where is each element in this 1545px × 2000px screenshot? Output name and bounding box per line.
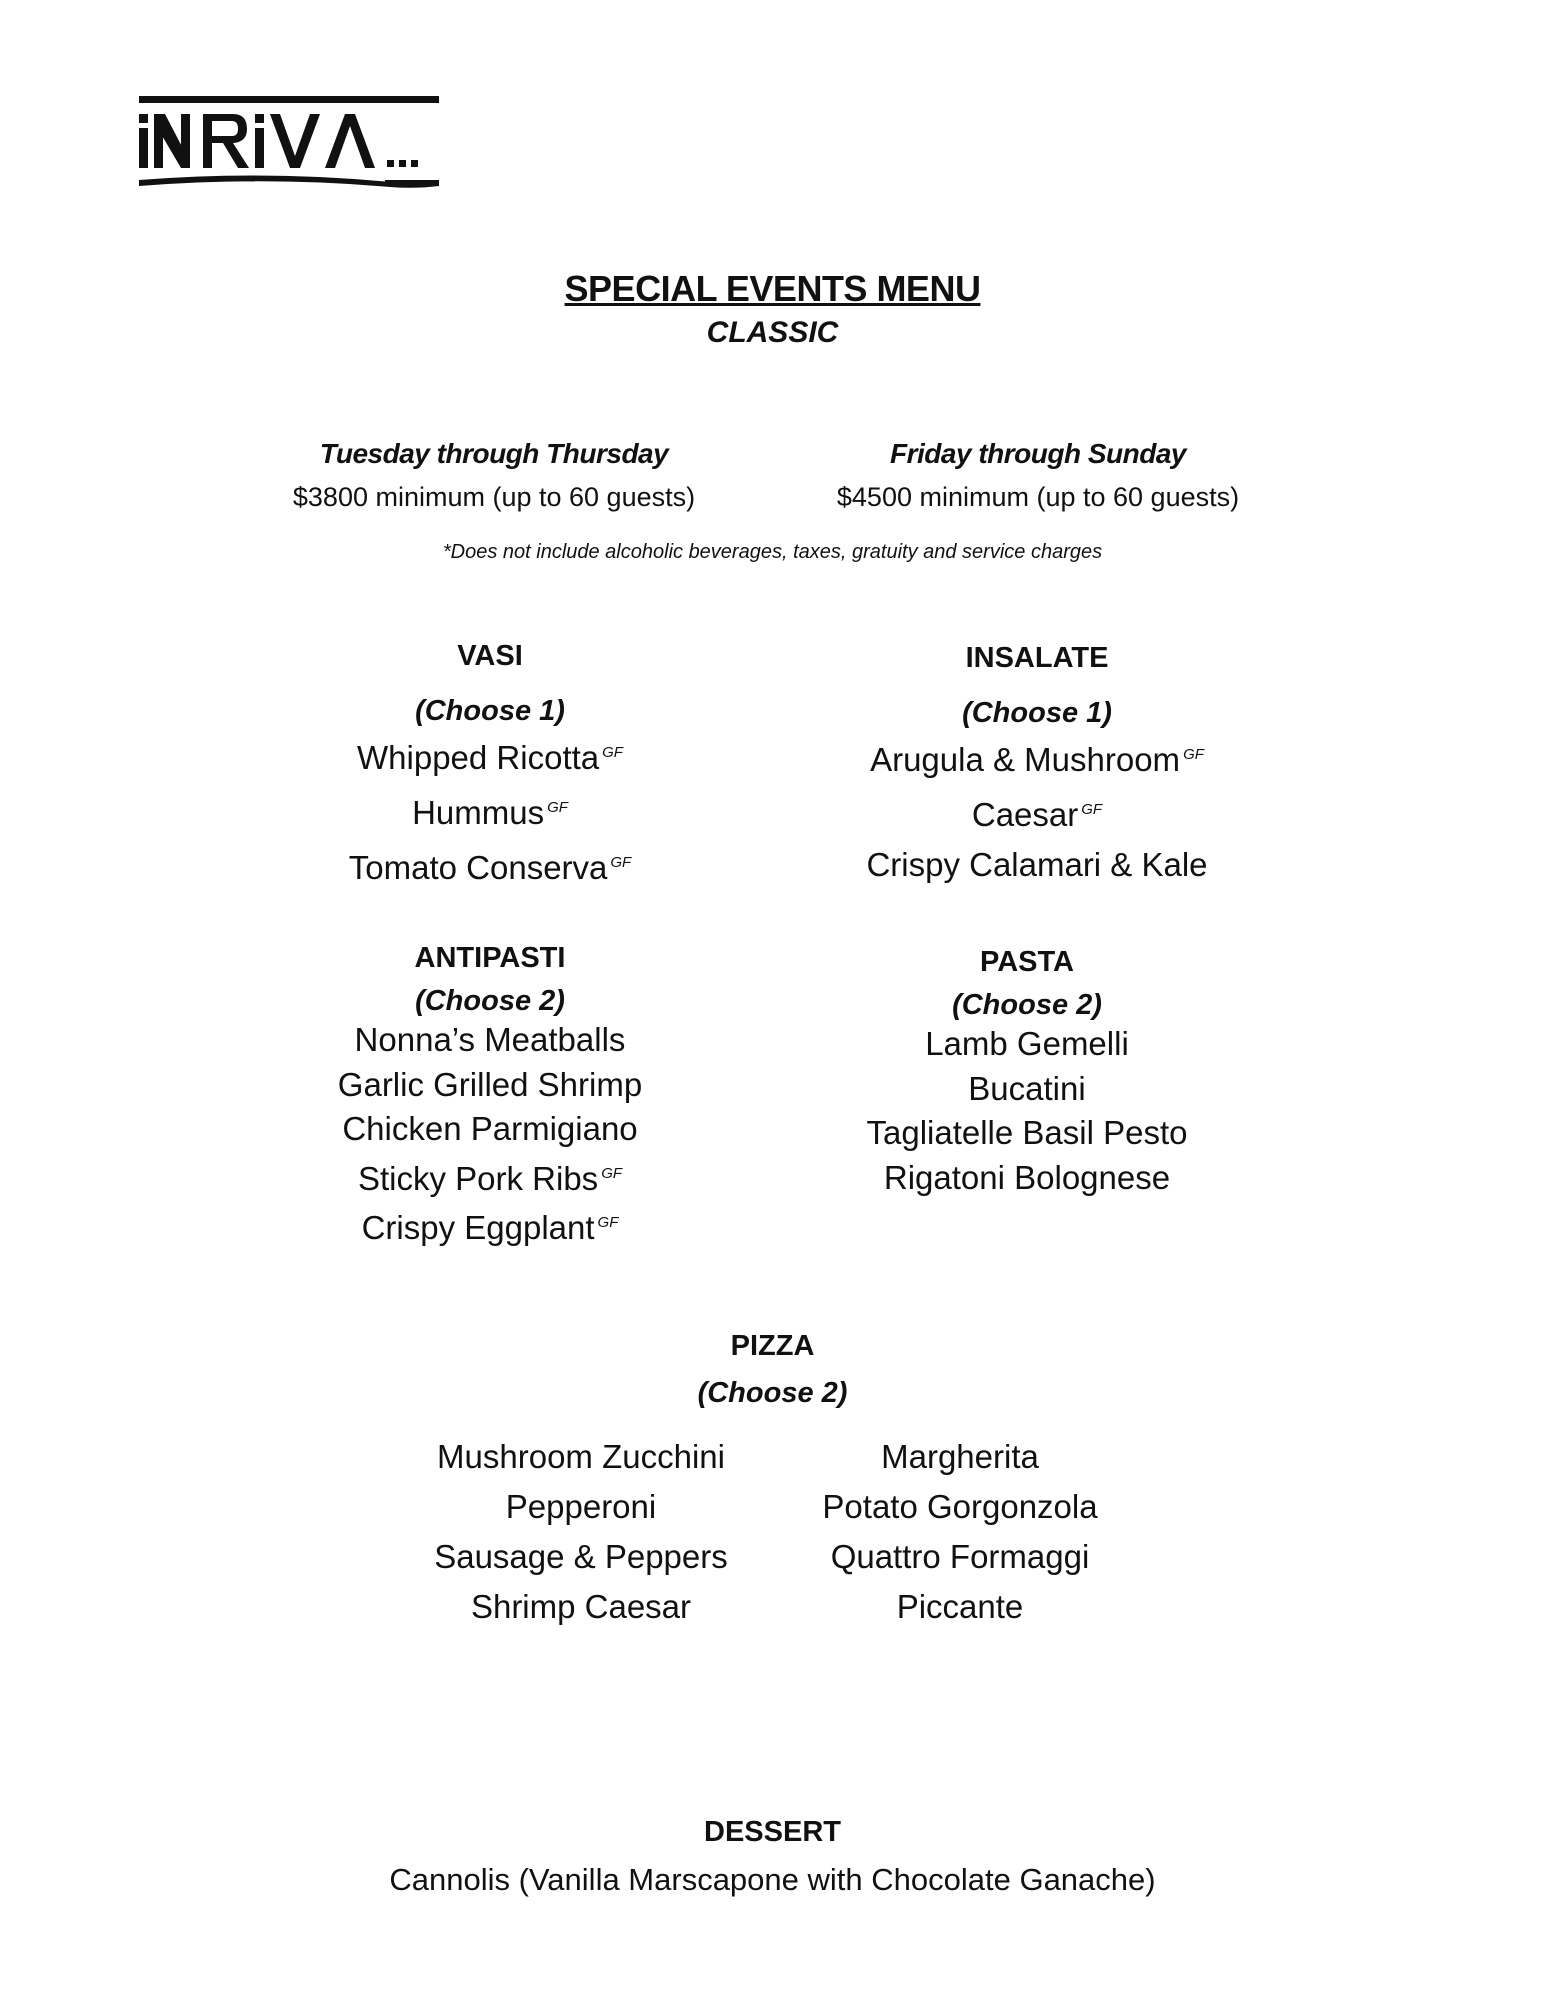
menu-item: Nonna’s Meatballs xyxy=(354,1021,626,1058)
weekend-minimum: $4500 minimum (up to 60 guests) xyxy=(836,482,1240,512)
menu-item: Tagliatelle Basil Pesto xyxy=(866,1114,1188,1151)
section-heading: VASI xyxy=(457,640,523,672)
weekday-pricing xyxy=(194,438,794,513)
weekday-minimum: $3800 minimum (up to 60 guests) xyxy=(292,482,696,512)
gluten-free-badge: GF xyxy=(602,744,623,761)
section-vasi xyxy=(210,640,770,893)
weekday-days: Tuesday through Thursday xyxy=(319,438,669,469)
pizza-choose: (Choose 2) xyxy=(697,1377,848,1409)
gluten-free-badge: GF xyxy=(1081,801,1103,818)
section-heading: INSALATE xyxy=(965,642,1109,674)
menu-item: Piccante xyxy=(896,1588,1024,1625)
gluten-free-badge: GF xyxy=(610,854,632,871)
menu-item: Shrimp Caesar xyxy=(470,1588,692,1625)
menu-item: Hummus $^{GF}$ xyxy=(412,794,568,831)
menu-item: Garlic Grilled Shrimp xyxy=(337,1065,643,1103)
menu-item: Whipped Ricotta $^{GF}$ xyxy=(357,739,623,776)
menu-item: Bucatini xyxy=(968,1069,1086,1107)
menu-item: Potato Gorgonzola xyxy=(822,1488,1098,1525)
in-riva-logo xyxy=(135,92,450,192)
pizza-list-right xyxy=(780,1432,1140,1632)
menu-item: Crispy Eggplant $^{GF}$ xyxy=(361,1209,619,1246)
dessert-item: Cannolis (Vanilla Marscapone with Chocolate Ganache) xyxy=(389,1862,1156,1897)
pizza-heading: PIZZA xyxy=(730,1330,815,1362)
weekend-days: Friday through Sunday xyxy=(890,438,1186,469)
menu-item: Crispy Calamari & Kale xyxy=(866,846,1208,883)
section-choose: (Choose 1) xyxy=(962,697,1112,729)
section-antipasti xyxy=(210,942,770,1251)
gluten-free-badge: GF xyxy=(1183,746,1204,763)
menu-item: Lamb Gemelli xyxy=(925,1025,1129,1062)
weekend-pricing xyxy=(738,438,1338,513)
section-choose: (Choose 2) xyxy=(415,985,565,1017)
gluten-free-badge: GF xyxy=(597,1214,619,1231)
menu-item: Tomato Conserva $^{GF}$ xyxy=(348,849,632,886)
section-choose: (Choose 2) xyxy=(952,989,1102,1021)
menu-item: Sausage & Peppers xyxy=(434,1538,728,1575)
section-pasta xyxy=(747,946,1307,1200)
menu-item: Margherita xyxy=(881,1438,1039,1475)
menu-item: Pepperoni xyxy=(505,1488,657,1525)
menu-item: Mushroom Zucchini xyxy=(437,1438,725,1475)
menu-item: Rigatoni Bolognese xyxy=(883,1158,1171,1196)
menu-item: Sticky Pork Ribs $^{GF}$ xyxy=(357,1159,623,1197)
section-insalate xyxy=(757,642,1317,890)
pricing-disclaimer: *Does not include alcoholic beverages, taxes, gratuity and service charges xyxy=(442,541,1103,563)
page-title: SPECIAL EVENTS MENU xyxy=(564,268,981,309)
section-choose: (Choose 1) xyxy=(415,695,565,727)
menu-item: Quattro Formaggi xyxy=(830,1538,1090,1575)
dessert-heading: DESSERT xyxy=(704,1816,841,1848)
gluten-free-badge: GF xyxy=(547,799,568,816)
menu-item: Chicken Parmigiano xyxy=(342,1110,638,1147)
pizza-list-left xyxy=(401,1432,761,1632)
menu-item: Arugula & Mushroom $^{GF}$ xyxy=(870,741,1204,778)
gluten-free-badge: GF xyxy=(601,1164,623,1182)
section-heading: PASTA xyxy=(980,946,1074,978)
menu-item: Caesar $^{GF}$ xyxy=(971,796,1103,833)
section-heading: ANTIPASTI xyxy=(414,942,566,974)
menu-subtitle: CLASSIC xyxy=(706,316,839,349)
